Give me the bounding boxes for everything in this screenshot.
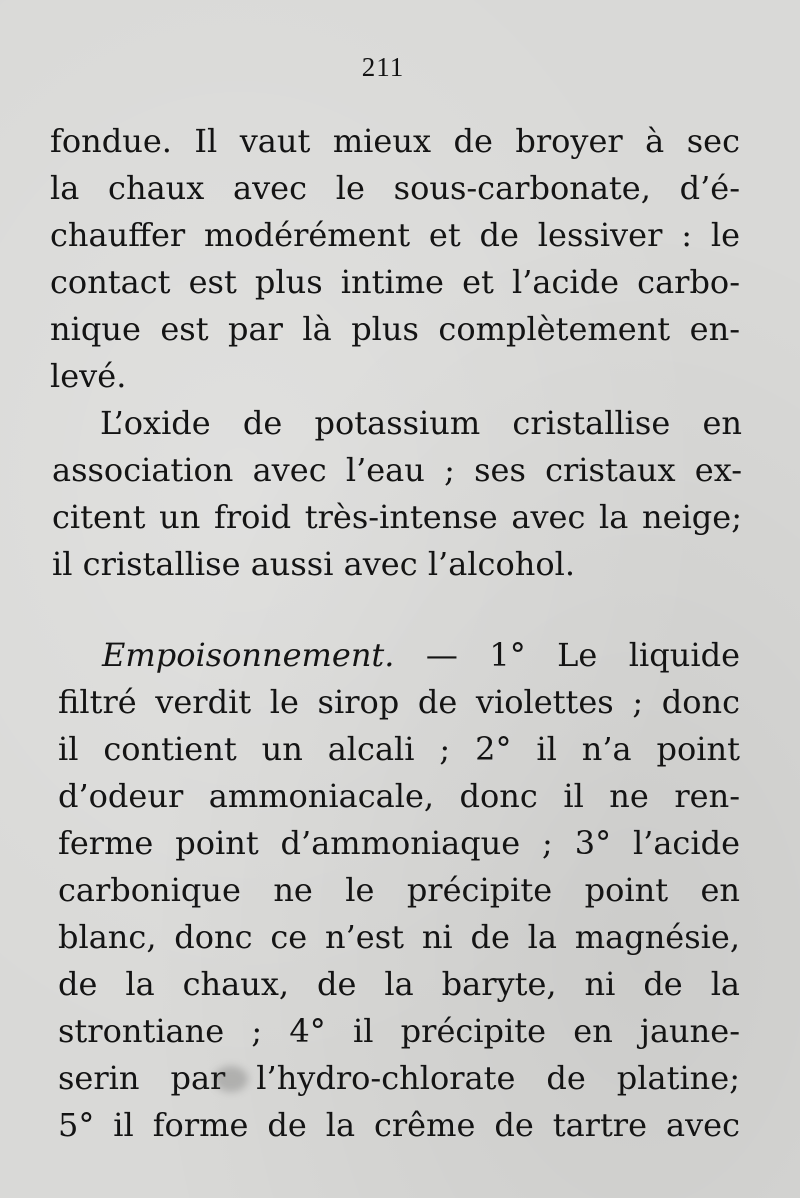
text-line: il cristallise aussi avec l’alcohol.: [52, 545, 575, 583]
text-line: ferme point d’ammoniaque ; 3° l’acide: [58, 824, 740, 862]
text-line: il contient un alcali ; 2° il n’a point: [58, 730, 740, 768]
text-line: de la chaux, de la baryte, ni de la: [58, 965, 740, 1003]
text-line: strontiane ; 4° il précipite en jaune-: [58, 1012, 740, 1050]
text-line: levé.: [50, 357, 127, 395]
page-number: 211: [361, 52, 405, 82]
text-line: chauffer modérément et de lessiver : le: [50, 216, 740, 254]
text-line: la chaux avec le sous-carbonate, d’é-: [50, 169, 740, 207]
paragraph-2: [52, 400, 742, 588]
text-line: 5° il forme de la crême de tartre avec: [58, 1106, 740, 1144]
text-line: fondue. Il vaut mieux de broyer à sec: [50, 122, 740, 160]
section-heading: Empoisonnement.: [102, 636, 395, 674]
text-line: citent un froid très-intense avec la neige;: [52, 498, 742, 536]
paragraph-3: [58, 632, 740, 1149]
heading-line-rest: — 1° Le liquide: [394, 636, 740, 674]
text-line: contact est plus intime et l’acide carbo-: [50, 263, 740, 301]
text-line: filtré verdit le sirop de violettes ; donc: [58, 683, 740, 721]
text-line: association avec l’eau ; ses cristaux ex-: [52, 451, 742, 489]
text-line: L’oxide de potassium cristallise en: [100, 404, 742, 442]
text-line-heading: [58, 632, 740, 679]
text-line: blanc, donc ce n’est ni de la magnésie,: [58, 918, 740, 956]
text-line: nique est par là plus complètement en-: [50, 310, 740, 348]
text-line: d’odeur ammoniacale, donc il ne ren-: [58, 777, 740, 815]
text-line: serin par l’hydro-chlorate de platine;: [58, 1059, 740, 1097]
text-line: carbonique ne le précipite point en: [58, 871, 740, 909]
paragraph-1: [50, 118, 740, 400]
ink-smudge: [214, 1066, 248, 1092]
